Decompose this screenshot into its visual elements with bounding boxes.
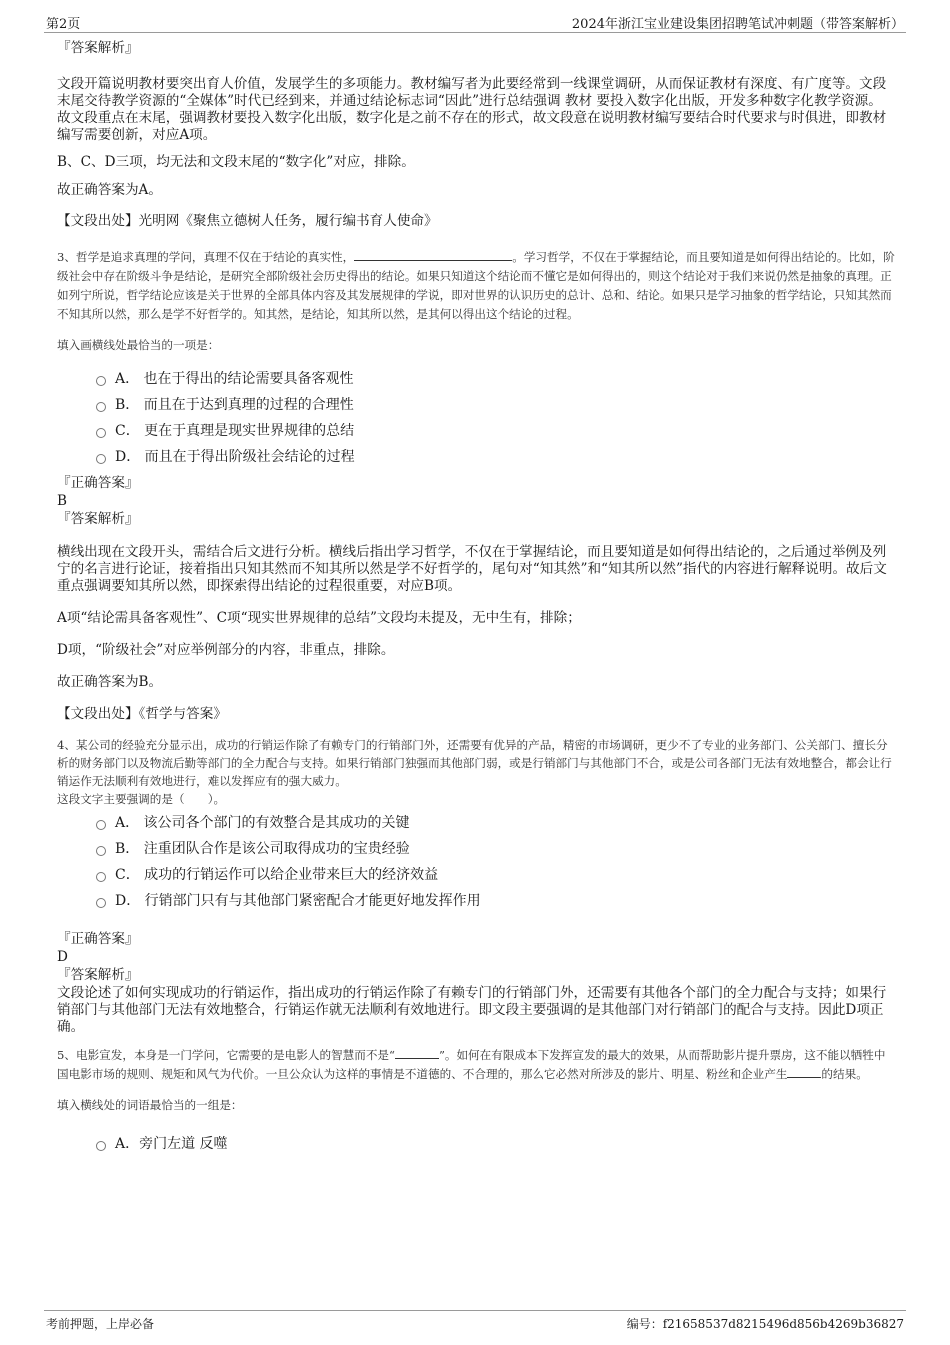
- page-header: [44, 10, 906, 33]
- page-content: [57, 40, 895, 1157]
- q4-option-d[interactable]: D． 行销部门只有与其他部门紧密配合才能更好地发挥作用: [57, 888, 895, 914]
- q3-blank: [354, 248, 512, 261]
- q5-stem-post: 的结果。: [821, 1067, 868, 1081]
- q3-analysis-p4: 故正确答案为B。: [57, 674, 163, 690]
- q2-source: 【文段出处】光明网《聚焦立德树人任务，履行编书育人使命》: [57, 213, 438, 229]
- q5-stem-pre: 5、电影宣发，本身是一门学问，它需要的是电影人的智慧而不是“: [57, 1048, 395, 1062]
- page-footer: [44, 1310, 906, 1334]
- q4-options: [57, 810, 895, 914]
- q3-analysis-label: 『答案解析』: [57, 511, 139, 527]
- q5-blank-1: [395, 1046, 439, 1059]
- q4-stem: 4、某公司的经验充分显示出，成功的行销运作除了有赖专门的行销部门外，还需要有优异的产品，精密的市场调研，更少不了专业的业务部门、公关部门、擅长分析的财务部门以及物流后勤等部门的全力配合与支持。如果行销部门独强而其他部门弱，或是行销部门与其他部门不合，或是公司各部门无法有效地整合，都会让行销运作无法顺利有效地进行，难以发挥应有的强大威力。: [57, 738, 892, 788]
- q3-stem: [57, 248, 895, 324]
- q4-answer: D: [57, 949, 68, 965]
- q5-options: [57, 1131, 895, 1157]
- q3-answer: B: [57, 493, 67, 509]
- q4-option-a[interactable]: A． 该公司各个部门的有效整合是其成功的关键: [57, 810, 895, 836]
- q2-analysis-label: 『答案解析』: [57, 40, 139, 56]
- q3-stem-post: 。学习哲学，不仅在于掌握结论，而且要知道是如何得出结论的。比如，阶级社会中存在阶级斗争是结论，是研究全部阶级社会历史得出的结论。如果只知道这个结论而不懂它是如何得出的，则这个结论对于我们来说仍然是抽象的真理。正如列宁所说，哲学结论应该是关于世界的全部具体内容及其发展规律的学说，即对世界的认识历史的总计、总和、结论。如果只是学习抽象的哲学结论，只知其然而不知其所以然，那么是学不好哲学的。知其然，是结论，知其所以然，是其何以得出这个结论的过程。: [57, 250, 895, 321]
- q5-stem-mid: ”。如何在有限成本下发挥宣发的最大的效果，从而帮助影片提升票房，这不能以牺牲中国电影市场的规则、规矩和风气为代价。一旦公众认为这样的事情是不道德的、不合理的，那么它必然对所涉及的影片、明星、粉丝和企业产生: [57, 1048, 886, 1081]
- q3-stem-pre: 3、哲学是追求真理的学问，真理不仅在于结论的真实性，: [57, 250, 355, 264]
- q3-option-c[interactable]: C． 更在于真理是现实世界规律的总结: [57, 418, 895, 444]
- radio-icon[interactable]: [96, 846, 106, 856]
- q2-analysis-p1: 文段开篇说明教材要突出育人价值，发展学生的多项能力。教材编写者为此要经常到一线课堂调研，从而保证教材有深度、有广度等。文段末尾交待教学资源的“全媒体”时代已经到来，并通过结论标志词“因此”进行总结强调 教材 要投入数字化出版，开发多种数字化教学资源。故文段重点在末尾，强调教材要投入数字化出版，数字化是之前不存在的形式，故文段意在说明教材编写要结合时代要求与时俱进，即教材编写需要创新，对应A项。: [57, 76, 887, 143]
- q4-option-c[interactable]: C． 成功的行销运作可以给企业带来巨大的经济效益: [57, 862, 895, 888]
- radio-icon[interactable]: [96, 428, 106, 438]
- q5-option-a[interactable]: A．旁门左道 反噬: [57, 1131, 895, 1157]
- q4-instruction: 这段文字主要强调的是（ ）。: [57, 792, 226, 806]
- radio-icon[interactable]: [96, 402, 106, 412]
- q3-analysis-p2: A项“结论需具备客观性”、C项“现实世界规律的总结”文段均未提及，无中生有，排除；: [57, 610, 581, 626]
- q5-instruction: 填入横线处的词语最恰当的一组是：: [57, 1098, 243, 1112]
- footer-slogan: 考前押题，上岸必备: [46, 1317, 155, 1331]
- q3-option-d[interactable]: D． 而且在于得出阶级社会结论的过程: [57, 444, 895, 470]
- q3-answer-label: 『正确答案』: [57, 475, 139, 491]
- q4-option-b[interactable]: B． 注重团队合作是该公司取得成功的宝贵经验: [57, 836, 895, 862]
- radio-icon[interactable]: [96, 898, 106, 908]
- document-title: 2024年浙江宝业建设集团招聘笔试冲刺题（带答案解析）: [571, 17, 904, 32]
- q3-option-b[interactable]: B． 而且在于达到真理的过程的合理性: [57, 392, 895, 418]
- radio-icon[interactable]: [96, 376, 106, 386]
- q4-analysis-label: 『答案解析』: [57, 967, 139, 983]
- radio-icon[interactable]: [96, 454, 106, 464]
- radio-icon[interactable]: [96, 820, 106, 830]
- q5-stem: [57, 1046, 895, 1084]
- radio-icon[interactable]: [96, 872, 106, 882]
- q3-analysis-p3: D项，“阶级社会”对应举例部分的内容，非重点，排除。: [57, 642, 395, 658]
- q3-options: [57, 366, 895, 470]
- q4-answer-label: 『正确答案』: [57, 931, 139, 947]
- page-number: 第2页: [46, 17, 81, 32]
- q3-instruction: 填入画横线处最恰当的一项是：: [57, 338, 220, 352]
- q3-source: 【文段出处】《哲学与答案》: [57, 706, 227, 722]
- q3-option-a[interactable]: A． 也在于得出的结论需要具备客观性: [57, 366, 895, 392]
- radio-icon[interactable]: [96, 1141, 106, 1151]
- q2-analysis-p2: B、C、D三项，均无法和文段末尾的“数字化”对应，排除。: [57, 154, 415, 170]
- q5-blank-2: [787, 1065, 821, 1078]
- q2-analysis-p3: 故正确答案为A。: [57, 182, 162, 198]
- footer-id: 编号：f21658537d8215496d856b4269b36827: [626, 1317, 904, 1331]
- q4-analysis-p1: 文段论述了如何实现成功的行销运作，指出成功的行销运作除了有赖专门的行销部门外，还需要有其他各个部门的全力配合与支持；如果行销部门与其他部门无法有效地整合，行销运作就无法顺利有效地进行。即文段主要强调的是其他部门对行销部门的配合与支持。因此D项正确。: [57, 985, 887, 1035]
- q3-analysis-p1: 横线出现在文段开头，需结合后文进行分析。横线后指出学习哲学，不仅在于掌握结论，而且要知道是如何得出结论的，之后通过举例及列宁的名言进行论证，接着指出只知其然而不知其所以然是学不好哲学的，尾句对“知其然”和“知其所以然”指代的内容进行解释说明。故后文重点强调要知其所以然，即探索得出结论的过程很重要，对应B项。: [57, 544, 887, 594]
